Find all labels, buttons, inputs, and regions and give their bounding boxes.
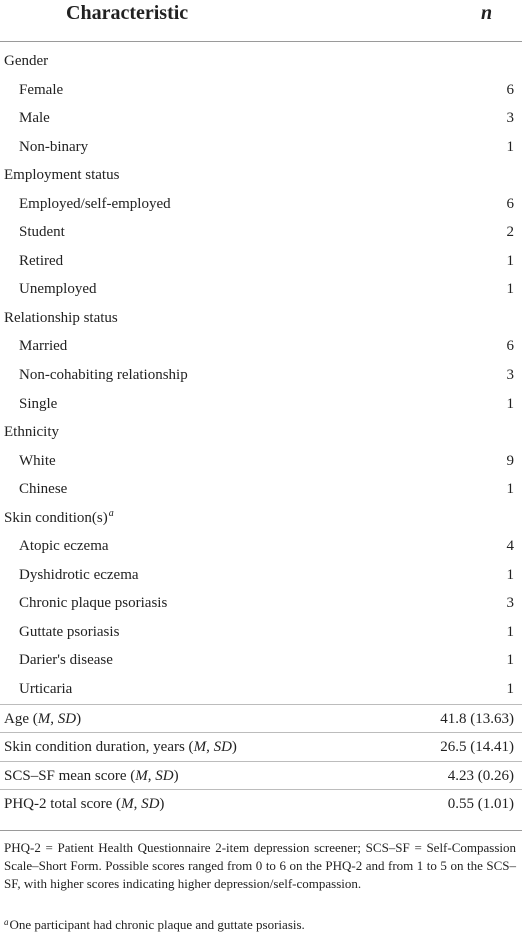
table-row	[0, 104, 522, 133]
footnote-a-text: One participant had chronic plaque and guttate psoriasis.	[9, 917, 305, 932]
table-row	[0, 618, 522, 647]
row-label: PHQ-2 total score (M, SD)	[4, 796, 165, 813]
table-row	[0, 532, 522, 561]
stat-row	[0, 704, 522, 733]
row-label: Dyshidrotic eczema	[19, 566, 139, 583]
row-label: Single	[19, 395, 58, 412]
row-value: 1	[506, 138, 514, 155]
column-header-n: n	[481, 2, 493, 24]
row-label: SCS–SF mean score (M, SD)	[4, 767, 179, 784]
row-label: Age (M, SD)	[4, 710, 82, 727]
category-row	[0, 418, 522, 447]
row-value: 1	[506, 623, 514, 640]
row-label: Ethnicity	[4, 424, 59, 441]
table-row	[0, 675, 522, 704]
row-value: 9	[506, 452, 514, 469]
category-row	[0, 47, 522, 76]
row-value: 3	[506, 110, 514, 127]
row-label: Female	[19, 81, 64, 98]
row-label: Chronic plaque psoriasis	[19, 595, 168, 612]
row-value: 26.5 (14.41)	[440, 739, 514, 756]
row-value: 1	[506, 566, 514, 583]
category-row	[0, 504, 522, 533]
row-label: Urticaria	[19, 681, 73, 698]
stat-row	[0, 789, 522, 818]
row-value: 2	[506, 224, 514, 241]
table-row	[0, 190, 522, 219]
row-value: 6	[506, 81, 514, 98]
row-label: White	[19, 452, 56, 469]
footnote-a-marker: a	[4, 917, 9, 927]
row-label: Relationship status	[4, 309, 118, 326]
row-value: 1	[506, 252, 514, 269]
row-value: 4	[506, 538, 514, 555]
row-value: 3	[506, 595, 514, 612]
table-row	[0, 76, 522, 105]
category-row	[0, 304, 522, 333]
footnote-marker: a	[108, 507, 114, 519]
row-label: Skin condition duration, years (M, SD)	[4, 739, 237, 756]
row-label: Non-binary	[19, 138, 89, 155]
row-label: Employment status	[4, 167, 120, 184]
table-row	[0, 361, 522, 390]
table-row	[0, 589, 522, 618]
row-label: Student	[19, 224, 65, 241]
row-value: 4.23 (0.26)	[447, 767, 514, 784]
row-label: Skin $condition(s)^a$	[4, 507, 114, 526]
table-row	[0, 390, 522, 419]
table-row	[0, 218, 522, 247]
row-label: Atopic eczema	[19, 538, 109, 555]
row-value: 0.55 (1.01)	[447, 796, 514, 813]
stat-row	[0, 761, 522, 790]
row-label: Guttate psoriasis	[19, 623, 120, 640]
footnote-a	[4, 916, 516, 933]
row-value: 1	[506, 681, 514, 698]
row-value: 6	[506, 338, 514, 355]
table-row	[0, 275, 522, 304]
table-header	[0, 0, 522, 42]
table-row	[0, 332, 522, 361]
row-label: Darier's disease	[19, 652, 113, 669]
table-row	[0, 475, 522, 504]
table-row	[0, 133, 522, 162]
row-value: 1	[506, 652, 514, 669]
table-row	[0, 646, 522, 675]
row-label: Employed/self-employed	[19, 195, 171, 212]
row-value: 1	[506, 395, 514, 412]
row-value: 41.8 (13.63)	[440, 710, 514, 727]
row-value: 6	[506, 195, 514, 212]
row-label: Gender	[4, 53, 49, 69]
stat-row	[0, 732, 522, 761]
table-row	[0, 561, 522, 590]
row-value: 3	[506, 367, 514, 384]
row-label: Non-cohabiting relationship	[19, 367, 188, 384]
row-value: 1	[506, 281, 514, 298]
category-row	[0, 161, 522, 190]
table-row	[0, 247, 522, 276]
column-header-characteristic: Characteristic	[66, 2, 189, 24]
row-label: Male	[19, 110, 50, 127]
footnote-abbreviations: PHQ-2 = Patient Health Questionnaire 2-item depression screener; SCS–SF = Self-Compassion Scale–Short Form. Possible scores ranged from 0 to 6 on the PHQ-2 and from 1 to 5 on the SCS–SF, with higher scores indicating higher depression/self-compassion.	[4, 840, 516, 891]
table-row	[0, 447, 522, 476]
row-label: Married	[19, 338, 68, 355]
table-footer	[0, 830, 522, 932]
row-label: Chinese	[19, 481, 68, 498]
row-value: 1	[506, 481, 514, 498]
row-label: Retired	[19, 252, 64, 269]
table-body	[0, 47, 522, 818]
row-label: Unemployed	[19, 281, 97, 298]
